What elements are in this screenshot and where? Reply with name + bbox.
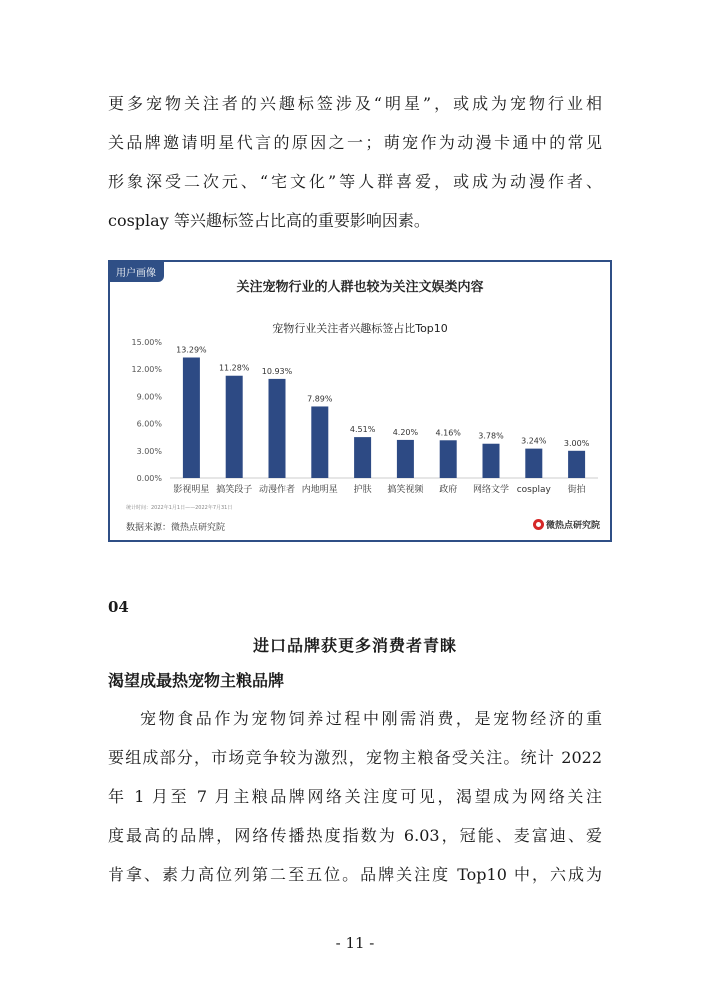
page-number: - 11 -: [335, 934, 375, 952]
bar: [525, 449, 542, 478]
figure-tag: 用户画像: [110, 262, 164, 282]
x-tick-label: 网络文学: [472, 485, 510, 495]
bar-value-label: 3.00%: [563, 438, 590, 448]
x-tick-label: 街拍: [567, 485, 586, 495]
bar-value-label: 4.20%: [392, 427, 419, 437]
intro-line-1: 更多宠物关注者的兴趣标签涉及“明星”，或成为宠物行业相: [108, 94, 602, 113]
body-line-1: 宠物食品作为宠物饲养过程中刚需消费，是宠物经济的重: [140, 709, 602, 728]
bar: [354, 437, 371, 478]
x-tick-label: 护肤: [353, 485, 372, 495]
y-tick-label: 0.00%: [136, 474, 162, 483]
x-tick-label: 搞笑段子: [216, 485, 253, 495]
body-line-4: 度最高的品牌，网络传播热度指数为 6.03，冠能、麦富迪、爱: [108, 826, 602, 845]
intro-line-2: 关品牌邀请明星代言的原因之一；萌宠作为动漫卡通中的常见: [108, 133, 602, 152]
x-tick-label: cosplay: [516, 485, 551, 495]
bar-value-label: 3.24%: [521, 436, 547, 446]
body-line-2: 要组成部分，市场竞争较为激烈，宠物主粮备受关注。统计 2022: [108, 748, 602, 767]
x-tick-label: 影视明星: [173, 485, 210, 495]
logo-text: 微热点研究院: [545, 521, 600, 531]
section-number: 04: [108, 598, 129, 616]
bar-value-label: 7.89%: [307, 394, 333, 404]
x-tick-label: 内地明星: [301, 485, 338, 495]
bar: [568, 451, 585, 478]
bar: [269, 379, 286, 478]
intro-line-3: 形象深受二次元、“宅文化”等人群喜爱，或成为动漫作者、: [108, 172, 602, 191]
x-tick-label: 政府: [439, 485, 458, 495]
y-tick-label: 3.00%: [136, 446, 162, 456]
bar-value-label: 13.29%: [176, 345, 207, 355]
logo-icon: [533, 519, 544, 530]
y-tick-label: 9.00%: [136, 392, 162, 402]
section-title: 进口品牌获更多消费者青睐: [252, 636, 457, 655]
y-tick-label: 15.00%: [131, 338, 162, 347]
body-line-5: 肯拿、素力高位列第二至五位。品牌关注度 Top10 中，六成为: [108, 865, 602, 884]
bar-chart: [110, 262, 610, 540]
chart-figure: [108, 260, 612, 542]
figure-headline: 关注宠物行业的人群也较为关注文娱类内容: [236, 280, 484, 295]
y-tick-label: 6.00%: [136, 419, 162, 429]
intro-line-4: cosplay 等兴趣标签占比高的重要影响因素。: [108, 211, 430, 230]
chart-title: 宠物行业关注者兴趣标签占比Top10: [272, 322, 448, 335]
bar: [440, 440, 457, 478]
bar: [311, 406, 328, 478]
section-subtitle: 渴望成最热宠物主粮品牌: [108, 671, 285, 690]
bar-value-label: 3.78%: [478, 431, 504, 441]
x-tick-label: 搞笑视频: [387, 485, 424, 495]
figure-source: 数据来源：微热点研究院: [126, 523, 226, 533]
y-tick-label: 12.00%: [131, 365, 162, 375]
figure-note: 统计时间：2022年1月1日——2022年7月31日: [126, 505, 233, 511]
x-tick-label: 动漫作者: [258, 485, 296, 495]
bar: [397, 440, 414, 478]
brand-logo: [533, 518, 600, 531]
body-line-3: 年 1 月至 7 月主粮品牌网络关注度可见，渴望成为网络关注: [108, 787, 602, 806]
bar-value-label: 4.51%: [349, 425, 376, 435]
bar: [183, 358, 200, 478]
bar: [226, 376, 243, 478]
bar: [483, 444, 500, 478]
bar-value-label: 4.16%: [435, 428, 461, 438]
bar-value-label: 10.93%: [261, 366, 293, 376]
bar-value-label: 11.28%: [218, 363, 250, 373]
